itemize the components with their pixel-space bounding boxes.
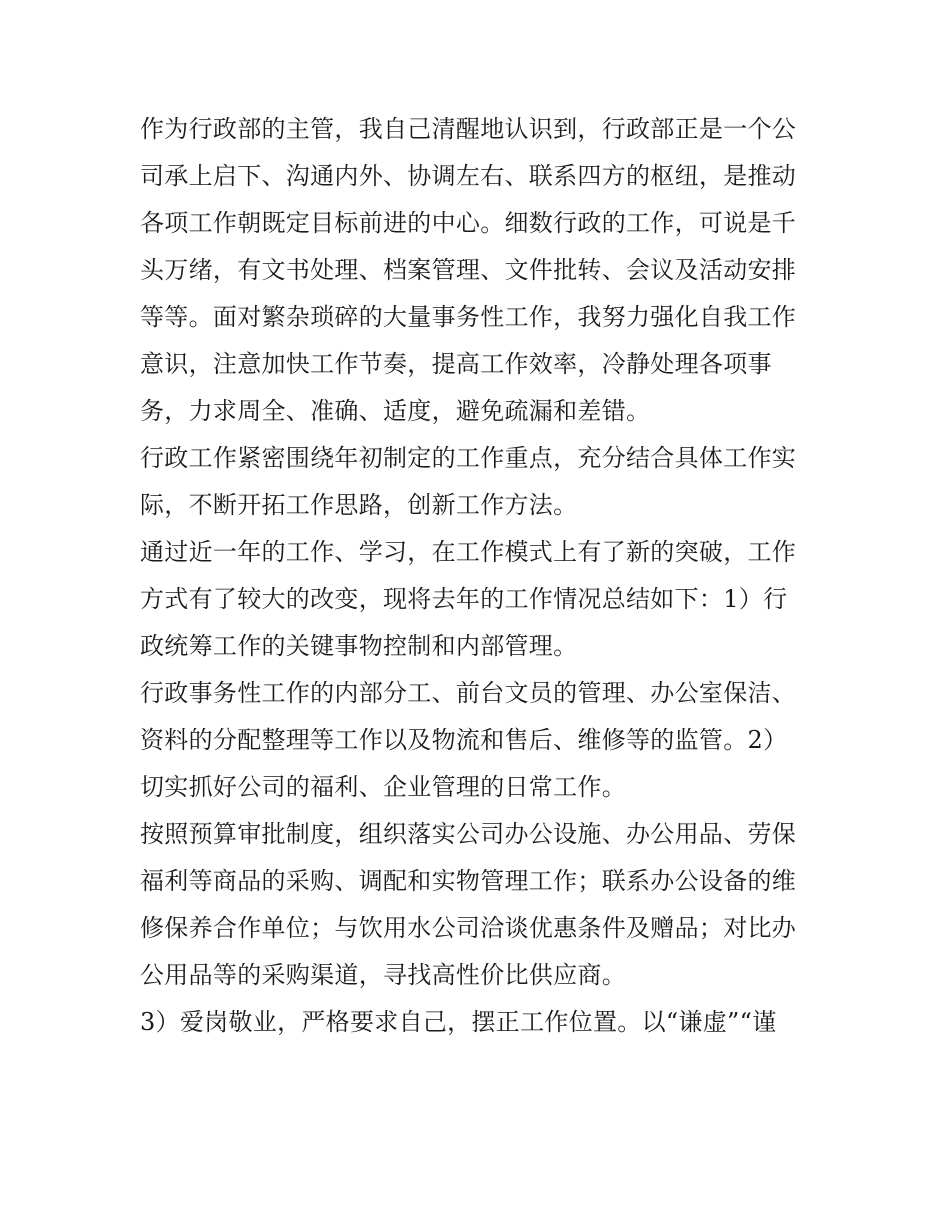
text-line: 资料的分配整理等工作以及物流和售后、维修等的监管。2） bbox=[140, 726, 788, 754]
text-line: 行政工作紧密围绕年初制定的工作重点，充分结合具体工作实 bbox=[140, 444, 797, 472]
body-text bbox=[140, 106, 820, 1046]
text-line: 作为行政部的主管，我自己清醒地认识到，行政部正是一个公 bbox=[140, 115, 797, 143]
text-line: 意识，注意加快工作节奏，提高工作效率，冷静处理各项事 bbox=[140, 350, 772, 378]
text-line: 修保养合作单位；与饮用水公司洽谈优惠条件及赠品；对比办 bbox=[140, 914, 797, 942]
text-line: 务，力求周全、准确、适度，避免疏漏和差错。 bbox=[140, 397, 651, 425]
text-line: 福利等商品的采购、调配和实物管理工作；联系办公设备的维 bbox=[140, 867, 797, 895]
text-line: 各项工作朝既定目标前进的中心。细数行政的工作，可说是千 bbox=[140, 209, 797, 237]
text-line: 等等。面对繁杂琐碎的大量事务性工作，我努力强化自我工作 bbox=[140, 303, 797, 331]
text-line: 头万绪，有文书处理、档案管理、文件批转、会议及活动安排 bbox=[140, 256, 797, 284]
text-line: 通过近一年的工作、学习，在工作模式上有了新的突破，工作 bbox=[140, 538, 797, 566]
text-line: 行政事务性工作的内部分工、前台文员的管理、办公室保洁、 bbox=[140, 679, 797, 707]
text-line: 切实抓好公司的福利、企业管理的日常工作。 bbox=[140, 773, 626, 801]
text-line: 方式有了较大的改变，现将去年的工作情况总结如下：1）行 bbox=[140, 585, 788, 613]
text-line: 公用品等的采购渠道，寻找高性价比供应商。 bbox=[140, 961, 626, 989]
text-line: 际，不断开拓工作思路，创新工作方法。 bbox=[140, 491, 578, 519]
text-line: 3）爱岗敬业，严格要求自己，摆正工作位置。以“谦虚”“谨 bbox=[140, 1008, 777, 1036]
text-line: 政统筹工作的关键事物控制和内部管理。 bbox=[140, 632, 578, 660]
text-line: 司承上启下、沟通内外、协调左右、联系四方的枢纽，是推动 bbox=[140, 162, 797, 190]
text-line: 按照预算审批制度，组织落实公司办公设施、办公用品、劳保 bbox=[140, 820, 797, 848]
